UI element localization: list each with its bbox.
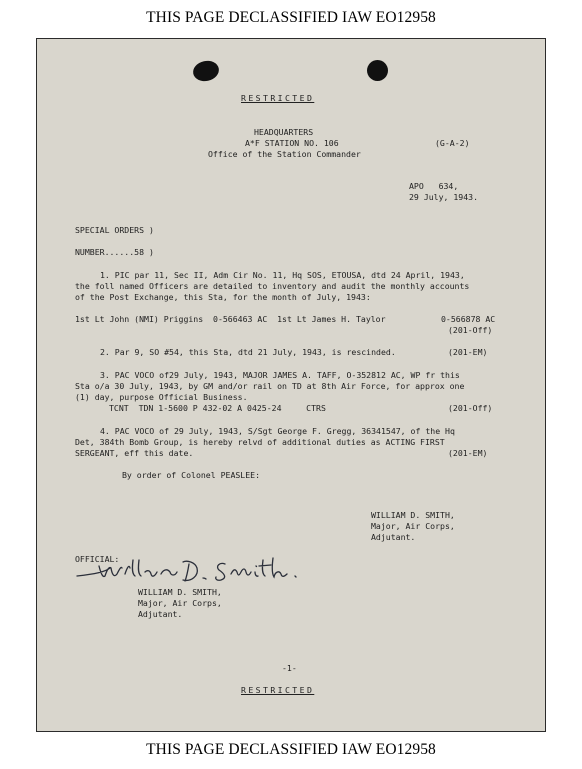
paragraph-3-line-4: TCNT TDN 1-5600 P 432-02 A 0425-24 CTRS [109,403,326,413]
official-label: OFFICIAL: [75,554,120,564]
office-heading: Office of the Station Commander [208,149,361,159]
paragraph-3-line-1: 3. PAC VOCO of29 July, 1943, MAJOR JAMES A. TAFF, O-352812 AC, WP fr this [100,370,460,380]
officer2-ref: (201-Off) [448,325,493,335]
paragraph-1-line-3: of the Post Exchange, this Sta, for the month of July, 1943: [75,292,371,302]
signer-title: Adjutant. [371,532,416,542]
paragraph-4-line-2: Det, 384th Bomb Group, is hereby relvd of additional duties as ACTING FIRST [75,437,445,447]
paragraph-2-ref: (201-EM) [448,347,488,357]
paragraph-1-line-1: 1. PIC par 11, Sec II, Adm Cir No. 11, Hq SOS, ETOUSA, dtd 24 April, 1943, [100,270,465,280]
paragraph-4-ref: (201-EM) [448,448,488,458]
punch-hole-right [367,60,388,81]
official-title: Adjutant. [138,609,183,619]
declassified-banner-top: THIS PAGE DECLASSIFIED IAW EO12958 [146,9,436,26]
ref-code: (G-A-2) [435,138,470,148]
classification-top: RESTRICTED [241,93,315,103]
order-by-line: By order of Colonel PEASLEE: [122,470,261,480]
officer-line: 1st Lt John (NMI) Priggins 0-566463 AC 1st Lt James H. Taylor [75,314,386,324]
paragraph-3-ref: (201-Off) [448,403,493,413]
officer2-serial: 0-566878 AC [441,314,496,324]
paragraph-4-line-3: SERGEANT, eff this date. [75,448,194,458]
headquarters-heading: HEADQUARTERS [254,127,314,137]
order-number: NUMBER......58 ) [75,247,154,257]
official-rank: Major, Air Corps, [138,598,222,608]
signer-name: WILLIAM D. SMITH, [371,510,455,520]
date-line: 29 July, 1943. [409,192,479,202]
signer-rank: Major, Air Corps, [371,521,455,531]
paragraph-4-line-1: 4. PAC VOCO of 29 July, 1943, S/Sgt George F. Gregg, 36341547, of the Hq [100,426,455,436]
handwritten-signature [75,556,305,586]
official-name: WILLIAM D. SMITH, [138,587,222,597]
apo-line: APO 634, [409,181,459,191]
classification-bottom: RESTRICTED [241,685,315,695]
page-number: -1- [282,663,297,673]
paragraph-2: 2. Par 9, SO #54, this Sta, dtd 21 July, 1943, is rescinded. [100,347,396,357]
special-orders-label: SPECIAL ORDERS ) [75,225,154,235]
paragraph-1-line-2: the foll named Officers are detailed to inventory and audit the monthly accounts [75,281,470,291]
station-heading: A*F STATION NO. 106 [245,138,339,148]
paragraph-3-line-2: Sta o/a 30 July, 1943, by GM and/or rail on TD at 8th Air Force, for approx one [75,381,465,391]
paragraph-3-line-3: (1) day, purpose Official Business. [75,392,248,402]
declassified-banner-bottom: THIS PAGE DECLASSIFIED IAW EO12958 [146,741,436,758]
